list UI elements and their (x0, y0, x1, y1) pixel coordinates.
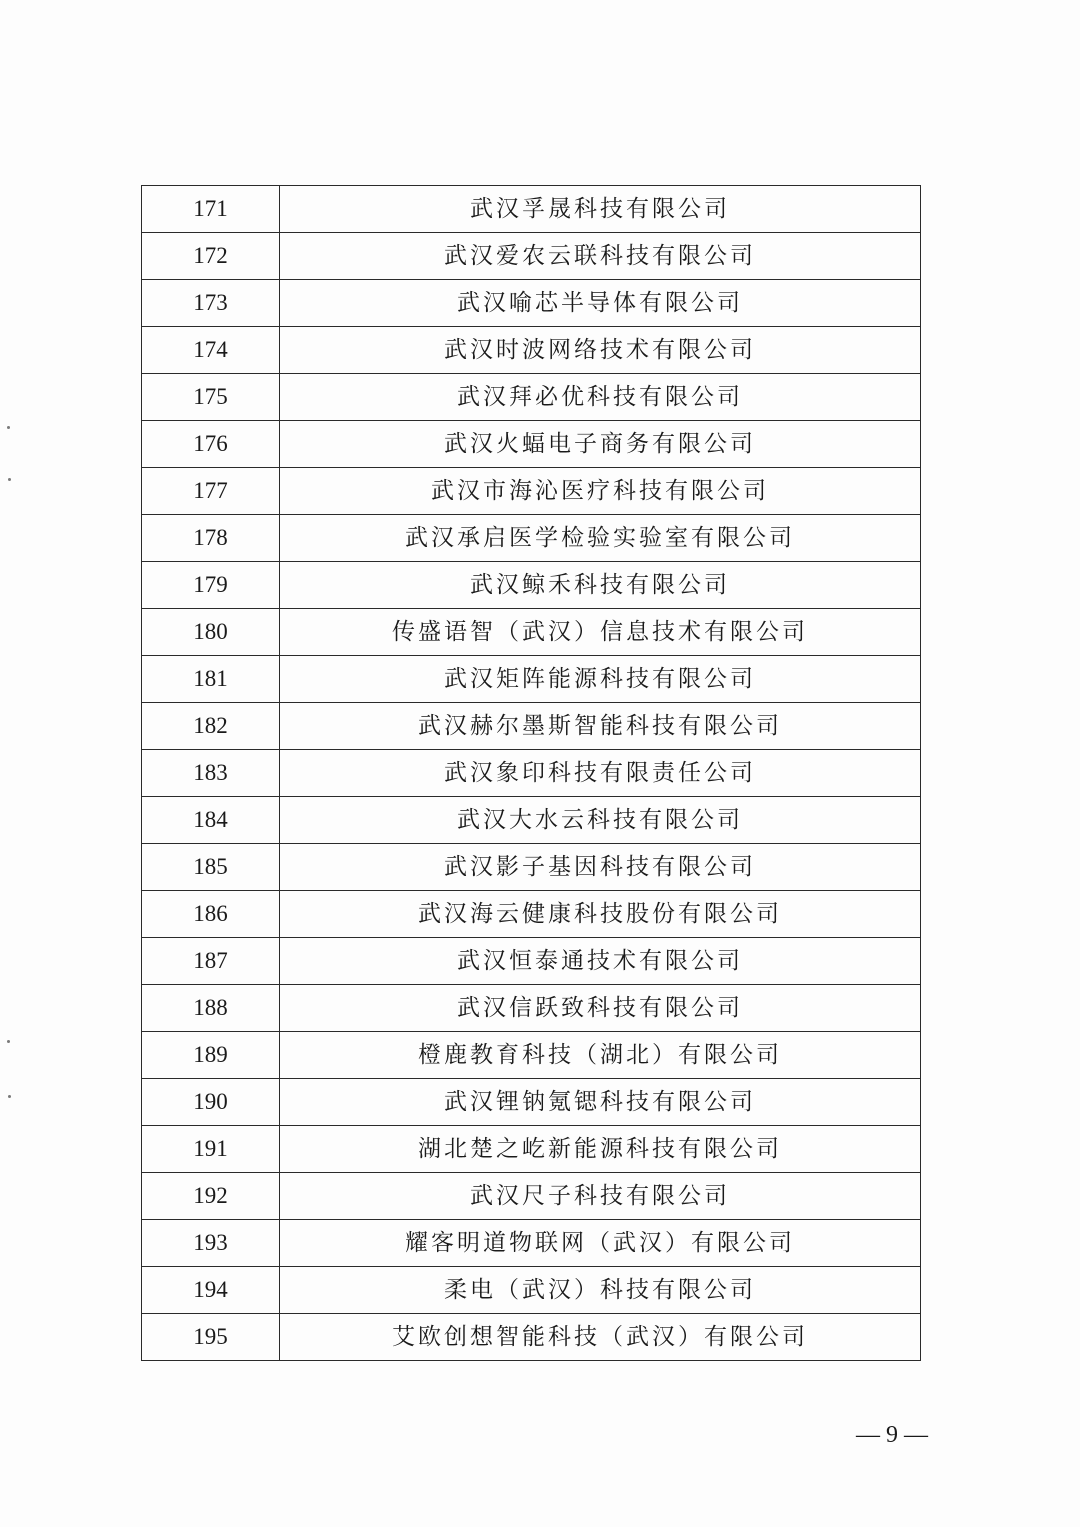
company-name: 武汉市海沁医疗科技有限公司 (280, 468, 921, 515)
company-name: 湖北楚之屹新能源科技有限公司 (280, 1126, 921, 1173)
row-number: 179 (142, 562, 280, 609)
company-name: 武汉锂钠氪锶科技有限公司 (280, 1079, 921, 1126)
row-number: 173 (142, 280, 280, 327)
row-number: 191 (142, 1126, 280, 1173)
scan-speck (8, 1095, 11, 1098)
company-name: 武汉尺子科技有限公司 (280, 1173, 921, 1220)
table-row (142, 1314, 921, 1361)
row-number: 177 (142, 468, 280, 515)
table-row (142, 985, 921, 1032)
company-name: 武汉信跃致科技有限公司 (280, 985, 921, 1032)
row-number: 184 (142, 797, 280, 844)
table-body (142, 186, 921, 1361)
company-name: 武汉赫尔墨斯智能科技有限公司 (280, 703, 921, 750)
table-row (142, 374, 921, 421)
table-row (142, 891, 921, 938)
table-row (142, 1079, 921, 1126)
row-number: 176 (142, 421, 280, 468)
company-name: 武汉鲸禾科技有限公司 (280, 562, 921, 609)
table-row (142, 233, 921, 280)
company-name: 武汉火蝠电子商务有限公司 (280, 421, 921, 468)
company-list-table (141, 185, 921, 1361)
company-name: 柔电（武汉）科技有限公司 (280, 1267, 921, 1314)
table-row (142, 656, 921, 703)
row-number: 195 (142, 1314, 280, 1361)
company-name: 武汉大水云科技有限公司 (280, 797, 921, 844)
scan-speck (7, 426, 10, 429)
company-name: 武汉承启医学检验实验室有限公司 (280, 515, 921, 562)
company-name: 武汉喻芯半导体有限公司 (280, 280, 921, 327)
company-name: 武汉矩阵能源科技有限公司 (280, 656, 921, 703)
row-number: 175 (142, 374, 280, 421)
table-row (142, 1032, 921, 1079)
scan-speck (8, 478, 11, 481)
company-name: 武汉影子基因科技有限公司 (280, 844, 921, 891)
table-row (142, 327, 921, 374)
row-number: 189 (142, 1032, 280, 1079)
row-number: 180 (142, 609, 280, 656)
row-number: 172 (142, 233, 280, 280)
table-row (142, 703, 921, 750)
row-number: 183 (142, 750, 280, 797)
row-number: 185 (142, 844, 280, 891)
company-name: 耀客明道物联网（武汉）有限公司 (280, 1220, 921, 1267)
row-number: 187 (142, 938, 280, 985)
row-number: 190 (142, 1079, 280, 1126)
row-number: 174 (142, 327, 280, 374)
table-row (142, 421, 921, 468)
row-number: 181 (142, 656, 280, 703)
table-row (142, 186, 921, 233)
row-number: 178 (142, 515, 280, 562)
company-name: 武汉恒泰通技术有限公司 (280, 938, 921, 985)
company-name: 橙鹿教育科技（湖北）有限公司 (280, 1032, 921, 1079)
company-name: 武汉海云健康科技股份有限公司 (280, 891, 921, 938)
company-name: 武汉象印科技有限责任公司 (280, 750, 921, 797)
table-row (142, 515, 921, 562)
row-number: 182 (142, 703, 280, 750)
table-row (142, 468, 921, 515)
table-row (142, 797, 921, 844)
row-number: 188 (142, 985, 280, 1032)
table-row (142, 1220, 921, 1267)
row-number: 194 (142, 1267, 280, 1314)
table-row (142, 562, 921, 609)
table-row (142, 1267, 921, 1314)
table-row (142, 844, 921, 891)
page-number: — 9 — (856, 1422, 928, 1448)
scan-speck (7, 1040, 10, 1043)
company-name: 武汉爱农云联科技有限公司 (280, 233, 921, 280)
row-number: 186 (142, 891, 280, 938)
table-row (142, 1126, 921, 1173)
table-row (142, 1173, 921, 1220)
company-name: 武汉拜必优科技有限公司 (280, 374, 921, 421)
company-name: 传盛语智（武汉）信息技术有限公司 (280, 609, 921, 656)
row-number: 193 (142, 1220, 280, 1267)
company-name: 武汉孚晟科技有限公司 (280, 186, 921, 233)
company-name: 武汉时波网络技术有限公司 (280, 327, 921, 374)
table-row (142, 280, 921, 327)
table-row (142, 609, 921, 656)
table-row (142, 938, 921, 985)
row-number: 192 (142, 1173, 280, 1220)
company-name: 艾欧创想智能科技（武汉）有限公司 (280, 1314, 921, 1361)
row-number: 171 (142, 186, 280, 233)
table-row (142, 750, 921, 797)
